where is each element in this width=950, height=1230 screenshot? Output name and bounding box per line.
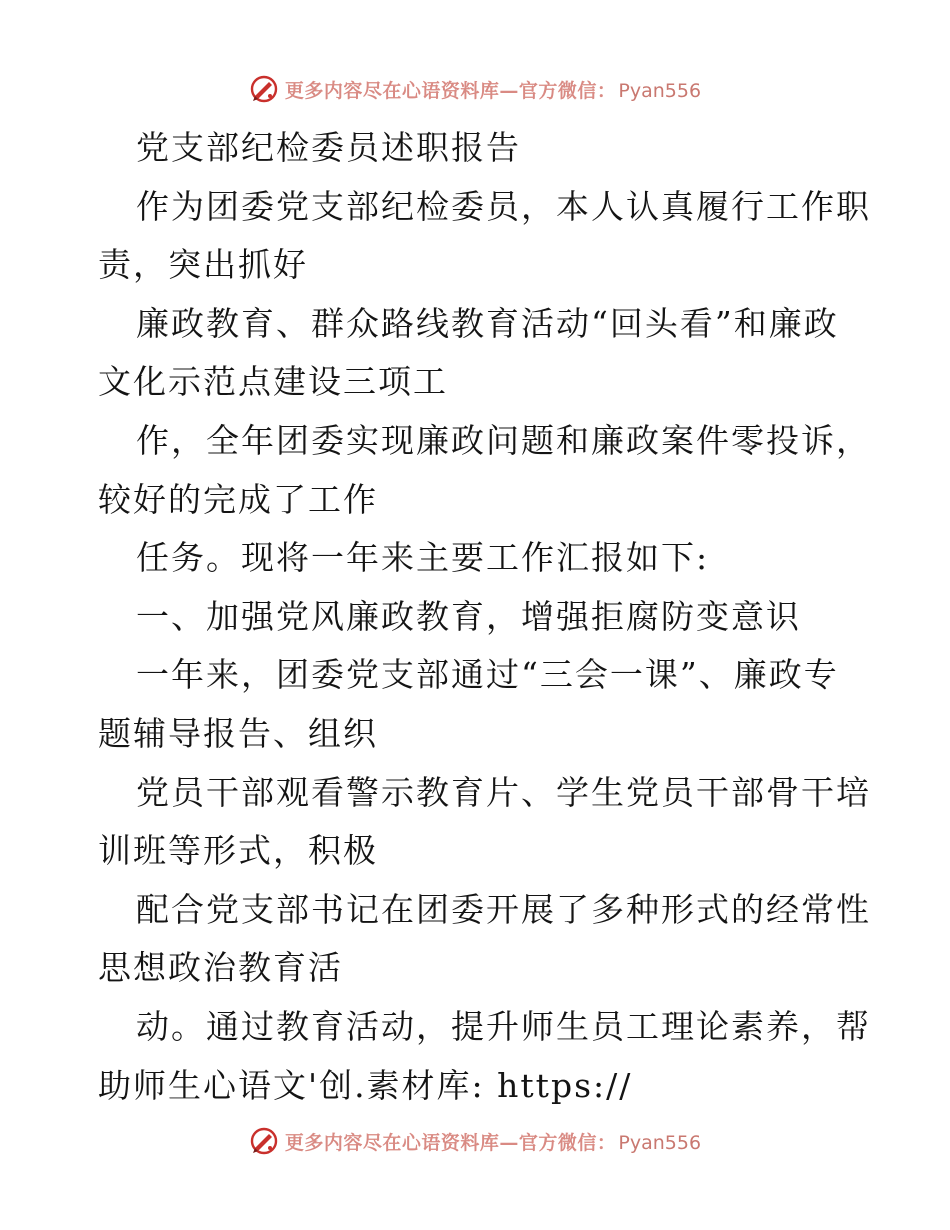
watermark-wechat-id: Pyan556	[618, 1131, 702, 1154]
text-line: 任务。现将一年来主要工作汇报如下:	[136, 538, 710, 578]
watermark-wechat-id: Pyan556	[618, 79, 702, 102]
text-line: 党支部纪检委员述职报告	[136, 128, 521, 167]
text-line: 训班等形式，积极	[98, 831, 378, 871]
text-line: 党员干部观看警示教育片、学生党员干部骨干培	[136, 772, 871, 812]
text-line: 作，全年团委实现廉政问题和廉政案件零投诉，	[136, 420, 871, 460]
text-line: 配合党支部书记在团委开展了多种形式的经常性	[136, 889, 871, 929]
header-watermark	[0, 69, 950, 109]
text-line: 题辅导报告、组织	[98, 713, 378, 753]
text-line: 较好的完成了工作	[98, 479, 378, 519]
text-line: 助师生心语文'创.素材库: https://	[98, 1065, 633, 1105]
pen-circle-logo-icon	[249, 1126, 279, 1156]
pen-circle-logo-icon	[249, 74, 279, 104]
text-line: 文化示范点建设三项工	[98, 362, 448, 402]
text-line: 思想政治教育活	[98, 948, 343, 988]
text-line: 一、加强党风廉政教育，增强拒腐防变意识	[136, 596, 801, 636]
text-line: 廉政教育、群众路线教育活动“回头看”和廉政	[136, 303, 839, 343]
document-body	[98, 119, 871, 1115]
watermark-text: 更多内容尽在心语资料库—官方微信：	[284, 79, 617, 102]
text-line: 责，突出抓好	[98, 245, 308, 285]
footer-watermark	[0, 1121, 950, 1161]
text-line: 动。通过教育活动，提升师生员工理论素养，帮	[136, 1006, 871, 1046]
text-line: 一年来，团委党支部通过“三会一课”、廉政专	[136, 655, 839, 695]
text-line: 作为团委党支部纪检委员，本人认真履行工作职	[136, 186, 871, 226]
watermark-text: 更多内容尽在心语资料库—官方微信：	[284, 1131, 617, 1154]
